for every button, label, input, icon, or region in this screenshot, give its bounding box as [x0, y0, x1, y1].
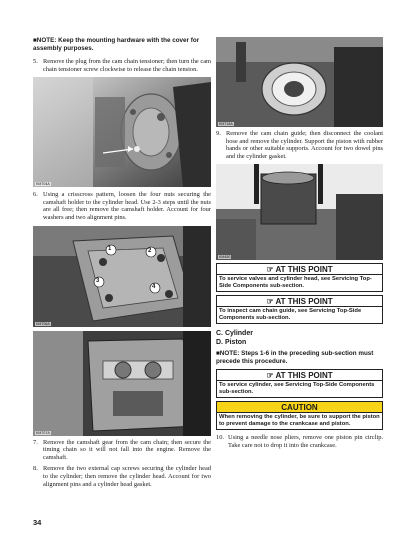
right-column — [216, 37, 383, 450]
at-this-point-text: To inspect cam chain guide, see Servicing Top-Side Components sub-section. — [219, 308, 362, 322]
engine-photo-tensioner — [33, 77, 211, 187]
engine-photo-camshaft-gear — [33, 331, 211, 436]
step-text: Using a needle nose pliers, remove one piston pin circlip. Take care not to drop it into the crankcase. — [228, 434, 383, 449]
photo-caption: KM707A — [36, 430, 50, 435]
mounting-hardware-note: ■NOTE: Keep the mounting hardware with the cover for assembly purposes. — [33, 37, 200, 52]
step-text: Using a crisscross pattern, loosen the four nuts securing the camshaft holder to the cylinder head. Use 2-3 steps until the nuts are all free; then remove the camshaft holder. Account for four washers and two alignment pins. — [43, 191, 211, 221]
step-text: Remove the cam chain guide; then disconnect the coolant hose and remove the cylinder. Support the piston with rubber bands or other suitable supports. Account for two dowel pins and the cylinder gasket. — [226, 130, 383, 160]
callout-3: 3 — [96, 277, 100, 284]
callout-2: 2 — [148, 247, 152, 254]
step-5 — [33, 58, 211, 73]
at-this-point-box-2 — [216, 295, 383, 324]
photo-caption: KM704A — [36, 182, 50, 187]
section-title-cylinder: C. Cylinder — [216, 330, 253, 338]
callout-1: 1 — [108, 245, 112, 252]
step-text: Remove the camshaft gear from the cam chain; then secure the timing chain so it will not fall into the engine. Remove the camshaft. — [43, 438, 211, 461]
step-9 — [216, 130, 383, 160]
at-this-point-text: To service valves and cylinder head, see Servicing Top-Side Components sub-section. — [219, 276, 372, 290]
step-8 — [33, 465, 211, 488]
step-text: Remove the plug from the cam chain tensioner; then turn the cam chain tensioner screw clockwise to release the chain tension. — [43, 58, 211, 73]
step-number: 10. — [216, 434, 224, 442]
step-text: Remove the two external cap screws securing the cylinder head to the cylinder; then remove the cylinder head. Account for two alignment pins and a cylinder head gasket. — [43, 465, 211, 488]
step-10 — [216, 434, 383, 449]
step-number: 5. — [33, 58, 38, 65]
photo-caption: KM706A — [36, 321, 50, 326]
caution-box — [216, 401, 383, 430]
at-this-point-box-1 — [216, 263, 383, 292]
callout-4: 4 — [152, 283, 156, 290]
step-number: 7. — [33, 438, 38, 446]
section-title-piston: D. Piston — [216, 338, 247, 346]
engine-photo-camshaft-holder — [33, 226, 211, 327]
caution-heading: CAUTION — [217, 402, 382, 413]
engine-photo-cylinder — [216, 164, 383, 260]
step-number: 8. — [33, 465, 38, 473]
page-number: 34 — [33, 518, 42, 527]
step-number: 6. — [33, 191, 38, 199]
at-this-point-text: To service cylinder, see Servicing Top-Side Components sub-section. — [219, 382, 375, 396]
step-6 — [33, 191, 211, 221]
at-this-point-heading: ☞ AT THIS POINT — [217, 296, 382, 307]
engine-photo-cam-chain-guide — [216, 37, 383, 127]
photo-caption: KM450 — [219, 255, 231, 260]
at-this-point-heading: ☞ AT THIS POINT — [217, 264, 382, 275]
at-this-point-heading: ☞ AT THIS POINT — [217, 370, 382, 381]
caution-text: When removing the cylinder, be sure to support the piston to prevent damage to the crankcase and piston. — [219, 414, 380, 428]
left-column — [33, 37, 211, 488]
steps-precede-note: ■NOTE: Steps 1-6 in the preceding sub-section must precede this procedure. — [216, 350, 374, 366]
step-number: 9. — [216, 130, 221, 137]
at-this-point-box-3 — [216, 369, 383, 398]
step-7 — [33, 439, 211, 462]
photo-caption: KM718A — [219, 122, 233, 126]
